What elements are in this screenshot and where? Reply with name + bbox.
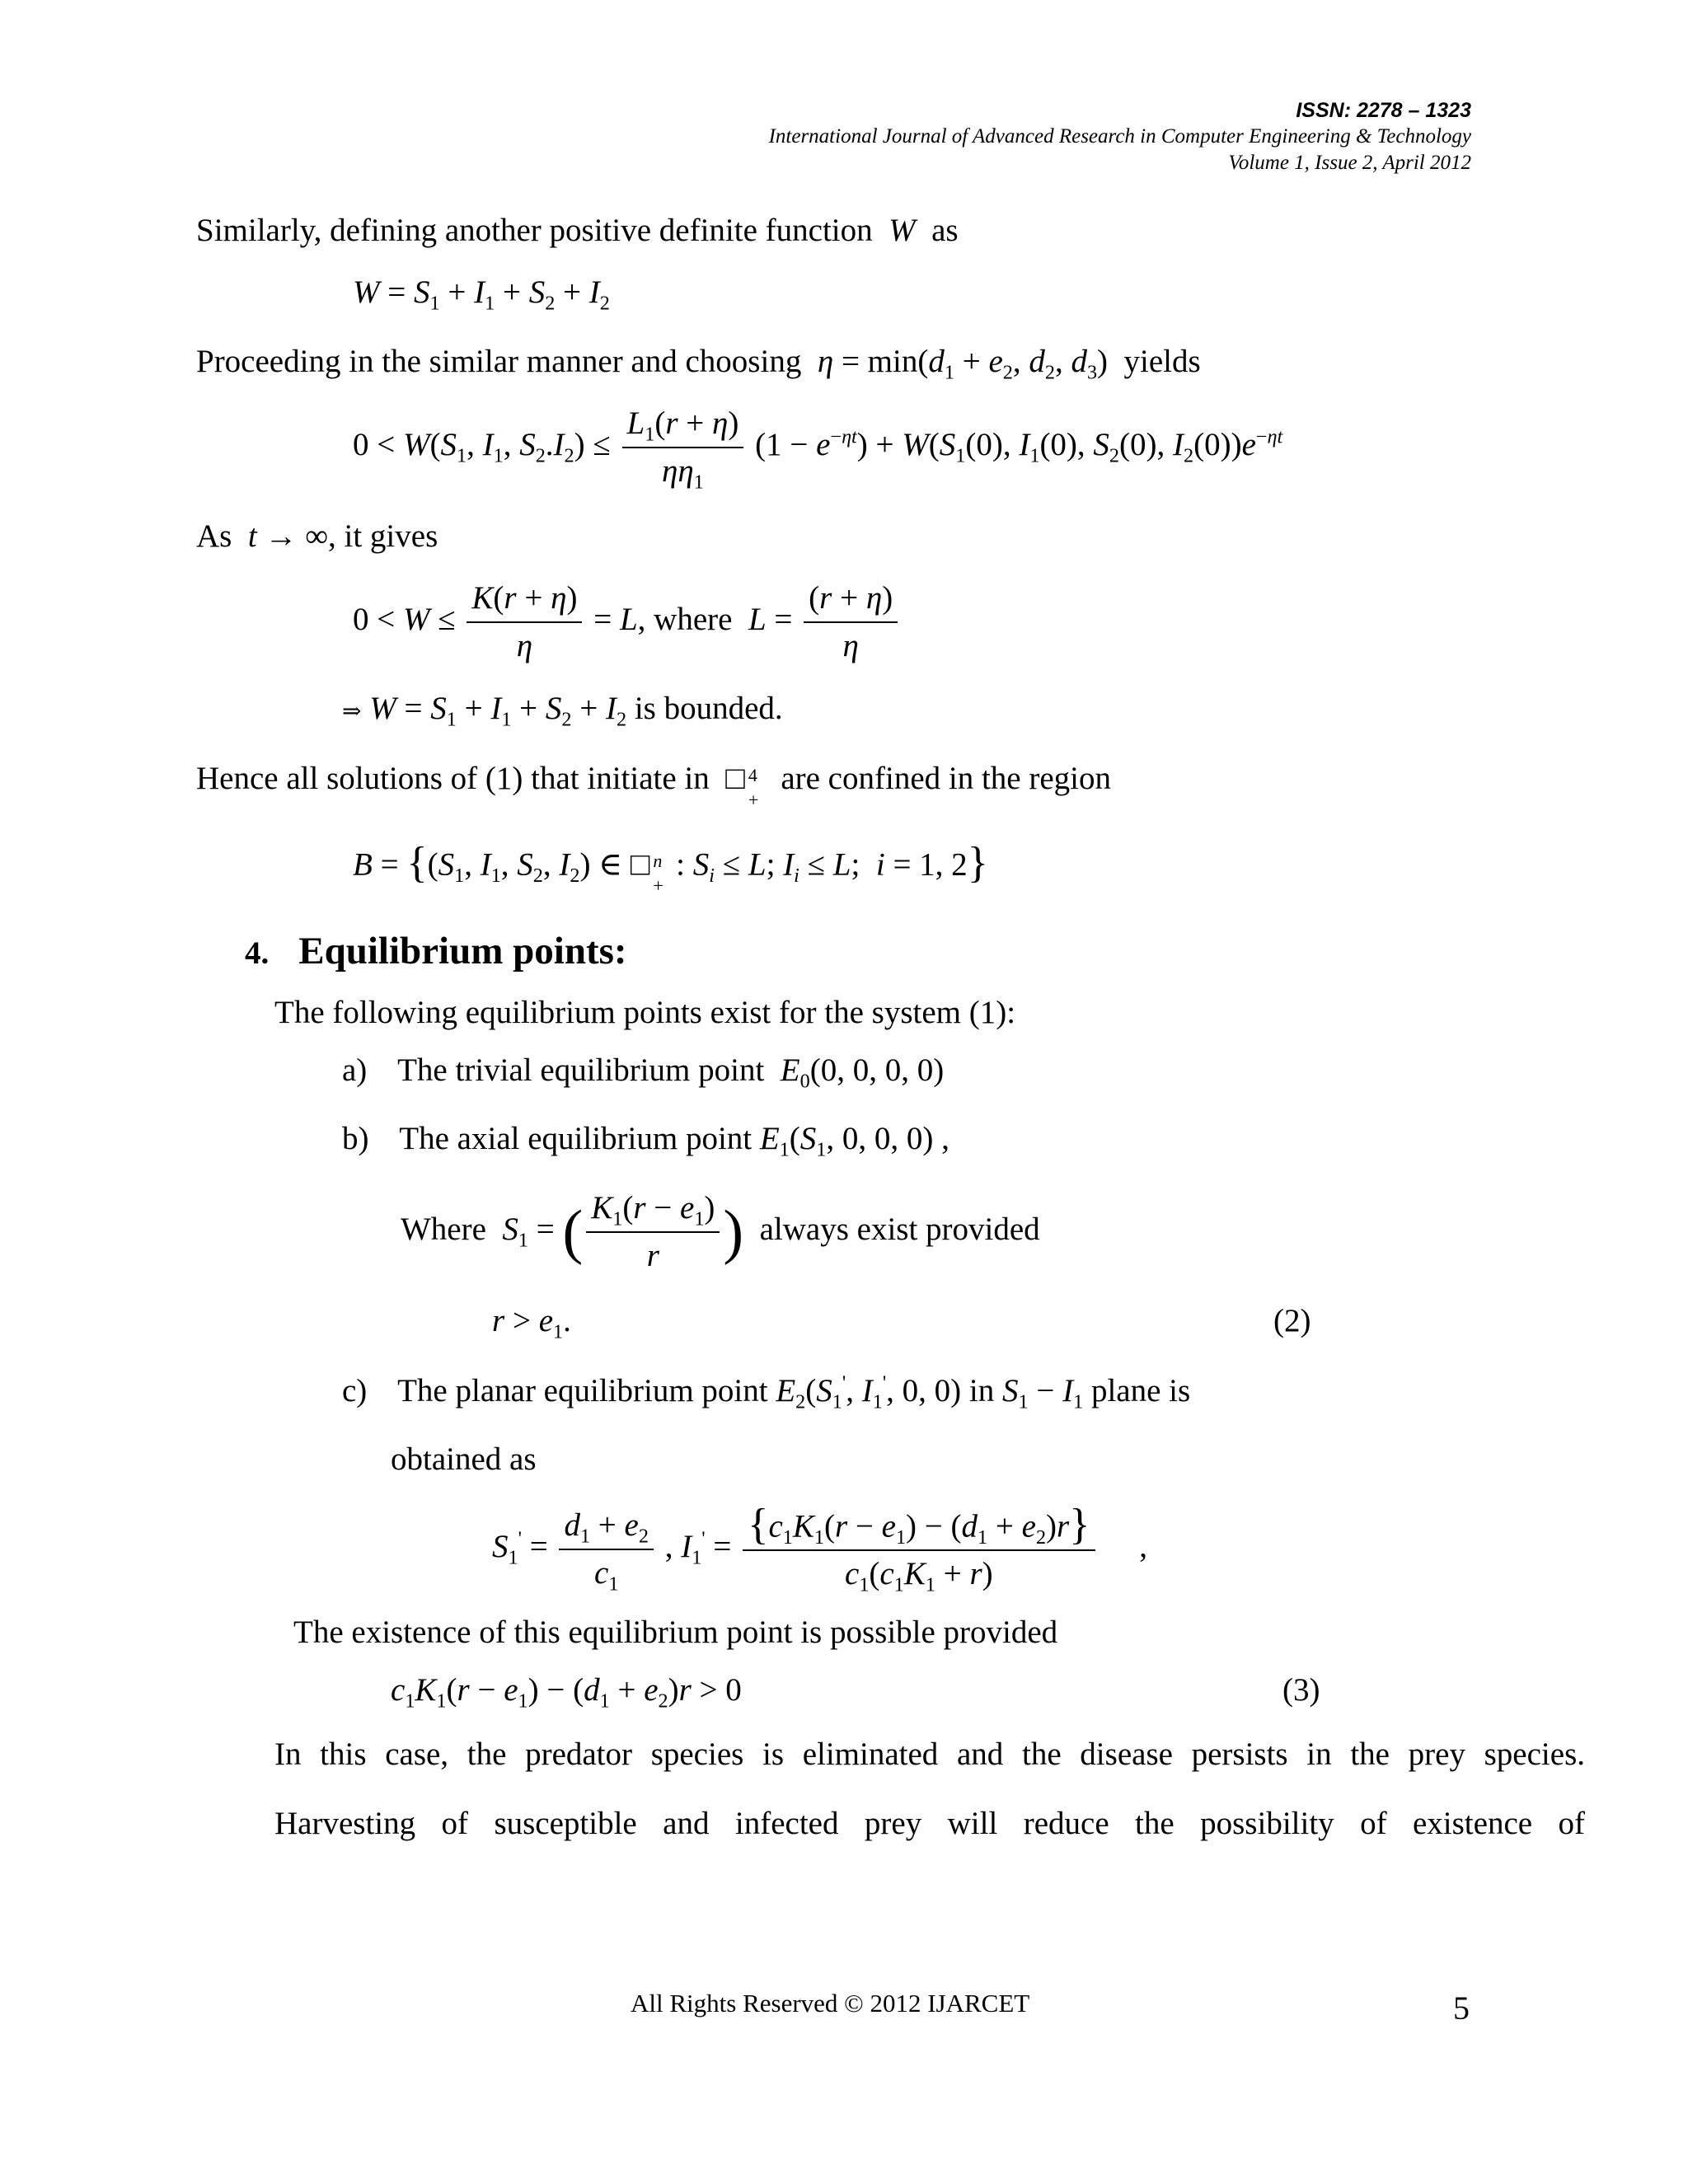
paragraph-1-text: Similarly, defining another positive definite function xyxy=(196,213,873,248)
equation-w-limit: 0 < W ≤ $\frac{K(r + \eta)}{\eta}$ = L, where L = $\frac{(r + \eta)}{\eta}$ xyxy=(353,575,901,669)
paragraph-7: Harvesting of susceptible and infected prey will reduce the possibility of existence of xyxy=(274,1806,1585,1841)
equation-bounded: ⇒ $W = S_1 + I_1 + S_2 + I_2$ is bounded. xyxy=(342,691,783,731)
equation-region-b: $B = \{(S_1$, $I_1$, $S_2$, $I_2$) ∈ □ n + : $S_i \le L$; $I_i \le L$; i = 1, 2} xyxy=(353,839,988,897)
list-item-c: c) The planar equilibrium point $E_2(S_1'$, $I_1'$, 0, 0) in $S_1 - I_1$ plane is xyxy=(342,1371,1191,1413)
equation-s1: Where $S_1$ = ( $\frac{K_1(r - e_1)}{r}$ ) always exist provided xyxy=(401,1185,1040,1279)
footer-copyright: All Rights Reserved © 2012 IJARCET xyxy=(631,1989,1030,2018)
item-c-label: c) xyxy=(342,1373,368,1408)
equation-planar-point: $S_1'$ = $\frac{d_1 + e_2}{c_1}$ , $I_1'$ = $\frac{\{c_1K_1(r - e_1) - (d_1 + e_2)r\}}{c_1(c_1K_1 + r)}$ , xyxy=(492,1501,1147,1596)
item-c-end: plane is xyxy=(1090,1373,1191,1408)
section-title: Equilibrium points: xyxy=(298,930,627,972)
paragraph-2: Proceeding in the similar manner and choosing $\eta = \min(d_1 + e_2$, $d_2$, $d_3$) yields xyxy=(196,344,1201,384)
item-c-mid: in xyxy=(968,1373,995,1408)
where-text: , where xyxy=(637,601,733,637)
equation-w-bound: $0 < W(S_1$, $I_1$, $S_2.I_2$) ≤ $\frac{L_1(r + \eta)}{\eta\eta_1}$ $(1 - e^{-\eta t}) + W(S_1(0)$, $I_1(0)$, $S_2(0)$, $I_2(0))e^{-\eta t}$ xyxy=(353,401,1282,494)
equation-label-3: (3) xyxy=(1282,1672,1320,1708)
paragraph-1: Similarly, defining another positive definite function W as xyxy=(196,213,959,248)
existence-text: The existence of this equilibrium point is possible provided xyxy=(293,1615,1058,1650)
equation-label-2: (2) xyxy=(1273,1303,1311,1338)
paragraph-1-end: as xyxy=(931,213,959,248)
paragraph-4: Hence all solutions of (1) that initiate in □ 4 + are confined in the region xyxy=(196,761,1111,810)
where-label: Where xyxy=(401,1211,486,1247)
paragraph-4-end: are confined in the region xyxy=(781,761,1111,796)
equation-condition-3: $c_1K_1(r - e_1) - (d_1 + e_2)r > 0$ xyxy=(391,1672,742,1713)
equation-condition-2: $r > e_1$. xyxy=(492,1303,571,1343)
item-b-label: b) xyxy=(342,1121,369,1156)
item-a-text: The trivial equilibrium point xyxy=(397,1052,765,1088)
volume-info: Volume 1, Issue 2, April 2012 xyxy=(1228,152,1471,174)
paragraph-6: In this case, the predator species is eliminated and the disease persists in the prey species. xyxy=(274,1736,1585,1772)
list-item-b: b) The axial equilibrium point $E_1(S_1$, 0, 0, 0) , xyxy=(342,1121,950,1161)
item-a-label: a) xyxy=(342,1052,368,1088)
paragraph-2-text: Proceeding in the similar manner and choosing xyxy=(196,344,802,379)
always-exist-text: always exist provided xyxy=(759,1211,1040,1247)
bounded-text: is bounded. xyxy=(634,691,783,726)
list-item-a: a) The trivial equilibrium point $E_0(0$, 0, 0, 0) xyxy=(342,1052,945,1093)
page-number: 5 xyxy=(1453,1990,1470,2027)
item-c-text: The planar equilibrium point xyxy=(397,1373,768,1408)
issn-header: ISSN: 2278 – 1323 xyxy=(1296,99,1471,122)
obtained-as: obtained as xyxy=(391,1441,537,1477)
equation-w-definition: $W = S_1 + I_1 + S_2 + I_2$ xyxy=(353,274,610,315)
section-number: 4. xyxy=(245,935,270,971)
paragraph-3-text: As xyxy=(196,518,232,554)
item-b-text: The axial equilibrium point xyxy=(399,1121,753,1156)
journal-name: International Journal of Advanced Research in Computer Engineering & Technology xyxy=(768,125,1471,148)
paragraph-3: As t → ∞, it gives xyxy=(196,518,438,554)
section-heading xyxy=(245,929,627,973)
paragraph-5: The following equilibrium points exist for the system (1): xyxy=(274,995,1016,1030)
paragraph-3-end: , it gives xyxy=(328,518,438,554)
paragraph-2-end: yields xyxy=(1123,344,1201,379)
paragraph-4-text: Hence all solutions of (1) that initiate in xyxy=(196,761,710,796)
